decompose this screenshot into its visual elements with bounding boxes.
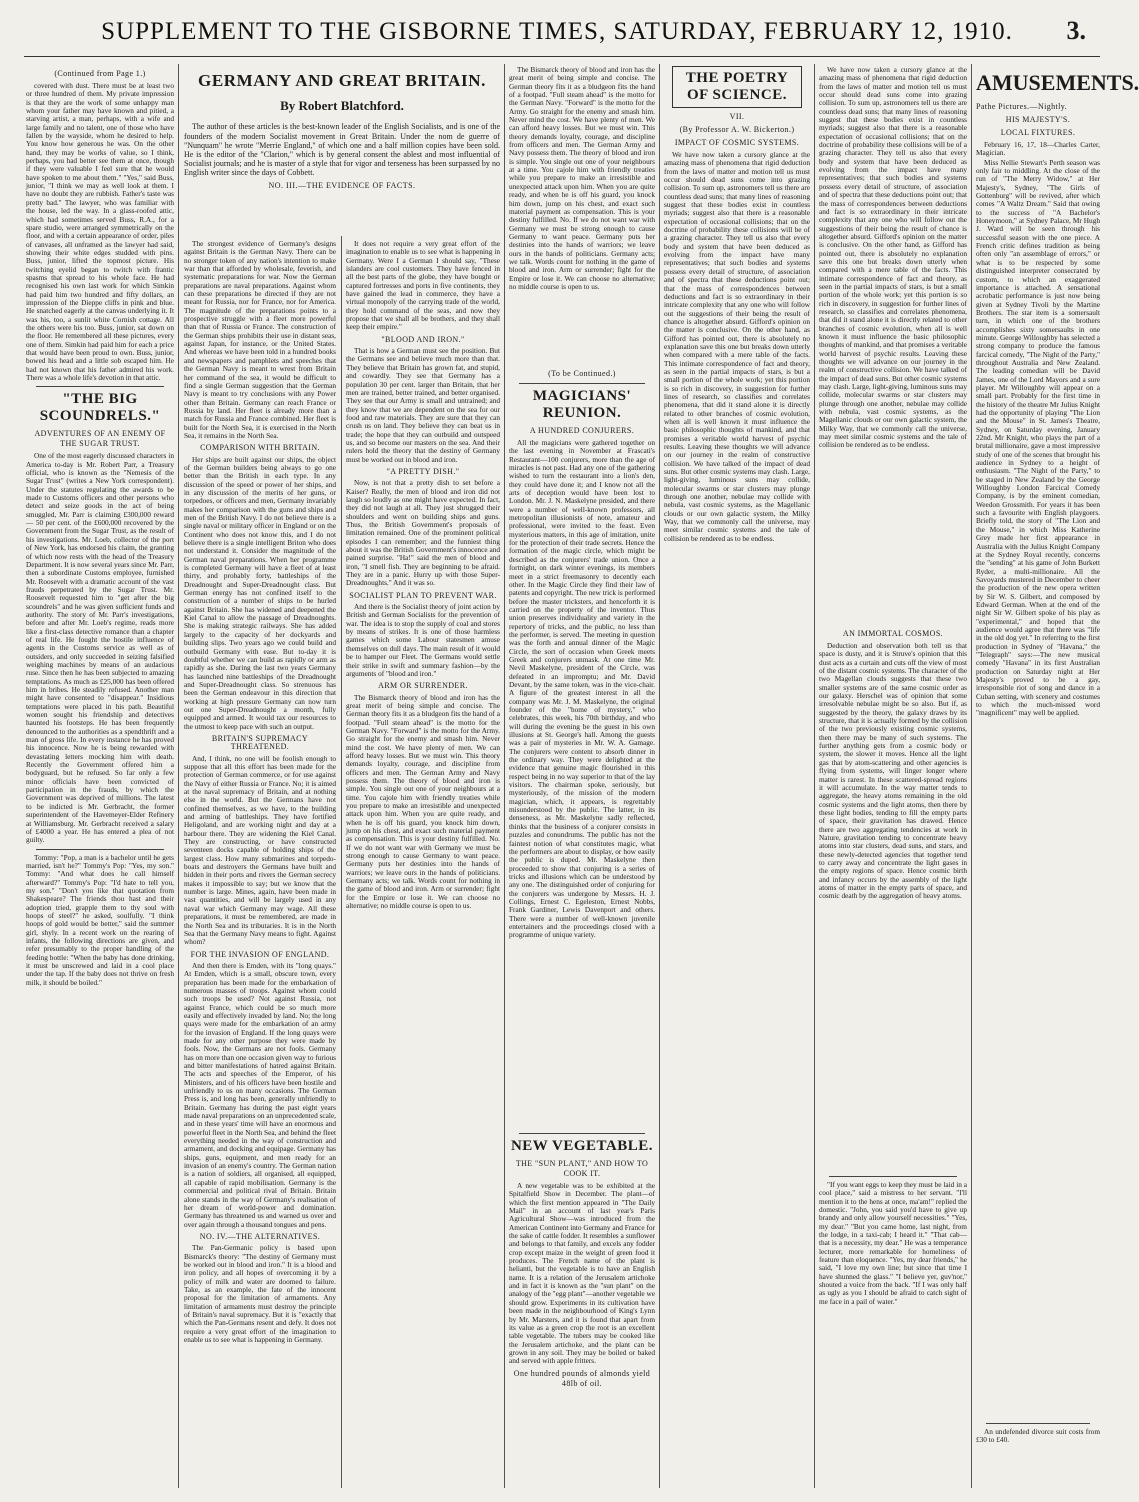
pathe-pictures: Pathe Pictures.—Nightly. bbox=[976, 102, 1068, 111]
column-rule bbox=[504, 64, 505, 1488]
column-7 bbox=[976, 66, 1139, 1488]
headline-poetry-of-science: THE POETRY OF SCIENCE. bbox=[672, 66, 802, 108]
subhead-pretty-dish: "A PRETTY DISH." bbox=[386, 466, 460, 476]
article-magicians: All the magicians were gathered together on the last evening in November at Frascati's Restaurant—100 conjurers, more than the age of miracles is not past. Had any one of the gathering wished to turn the restaurant into a lion's den, they could have done it; and I know not all the arts of deception would have been lost to London. Mr. J. N. Maskelyne presided, and there were a number of well-known professors, all metropolitan illusionists of note, amateur and professional, were invited to the feast. Even mysterious matters, in this age of imitation, unite for the protection of their trade secrets. Hence the formation of the magic circle, which might be described as the conjurers' trade union. Once a fortnight, on dark winter evenings, its members meet in a strict freemasonry to decently each other. In the Magic Circle they find their law of patents and copyright. The new trick is performed before the master tricksters, and henceforth it is carried on the property of the inventor. Thus union preserves individuality and variety in the repertory of tricks, and the public, no less than the performer, is served. The meeting in question was the forth and annual dinner of the Magic Circle, the sort of occasion when Greek meets Greek and conjurers unmask. At one time Mr. Nevil Maskelyne, president of the Circle, was defeated in an impromptu; and Mr. David Devant, by the same token, was in the vice-chair. A figure of the greatest interest in all the company was Mr. J. M. Maskelyne, the original founder of the "home of mystery," who celebrates, this week, his 70th birthday, and who will during the evening be the guest in his own illusions at St. George's hall. Among the guests was a pair of mysteries in Mr. W. A. Gamage. The conjurers were content to absorb dinner in the ordinary way. They were delighted at the evidence that genuine magic flourished in this respect being in no way superior to that of the lay visitors. The chairman spoke, seriously, but mysteriously, of the mission of the modern magician, which, it appears, is regrettably misunderstood by the public. The latter, in its denseness, as Mr. Maskelyne sadly reflected, thinks that the business of a conjurer consists in puzzles and conundrums. The public has not the faintest notion of what constitutes magic, what the performers are about to display, or how easily the public is duped. Mr. Maskelyne then proceeded to show that conjuring is a series of tricks and illusions which can be understood by any one. The distinguished order of conjuring for the conjurers was undergone by Messrs. H. J. Collings, Ernest C. Egeleston, Ernest Nobbs, Frank Gardiner, Lewis Davenport and others. There were a number of well-known juvenile entertainers and the proceedings closed with a programme of unique variety. bbox=[509, 438, 655, 940]
para-h: Now, is not that a pretty dish to set before a Kaiser? Really, the men of blood and iron did not laugh so loudly as one might have expected. In fact, they did not laugh at all. They just shrugged their shoulders and went on building ships and guns. Thus, the British Government's proposals of limitation remained. One of the prominent political episodes I can remember; and the funniest thing about it was the British Government's innocence and pained surprise. "Ha!" said the men of blood and iron, "I smell fish. They are beginning to be afraid. They are in a panic. Hurry up with those Super-Dreadnoughts." And it was so. bbox=[346, 478, 500, 588]
divider bbox=[519, 1133, 645, 1134]
subhead-sugar-trust: ADVENTURES OF AN ENEMY OF THE SUGAR TRUST. bbox=[34, 429, 166, 449]
article-vegetable: A new vegetable was to be exhibited at the Spitalfield Show in December. The plant—of which the first mention appeared in "The Daily Mail" in an account of last year's Paris Agricultural Show—was introduced from the American Continent into Germany and France for the sake of cattle fodder. It resembles a sunflower and belongs to that family, and excels any fodder crop except maize in the weight of green food it produces. The French name of the plant is helianti, but the vegetable is to have an English name. It is a relation of the Jerusalem artichoke and in fact it is known as the "sun plant" on the analogy of the "egg plant"—another vegetable we should grow. Experiments in its cultivation have been made in the neighbourhood of King's Lynn by Mr. Marsters, and it is found that apart from its value as a green crop the root is an excellent table vegetable. The tubers may be cooked like the Jerusalem artichoke, and the plant can be grown in any soil. They may be boiled or baked and served with apple fritters. bbox=[509, 1181, 655, 1366]
subhead-arm-or-surrender: ARM OR SURRENDER. bbox=[378, 681, 468, 691]
his-majestys: HIS MAJESTY'S. bbox=[1005, 115, 1071, 124]
column-4 bbox=[509, 66, 655, 1488]
masthead-title: SUPPLEMENT TO THE GISBORNE TIMES, SATURDAY, FEBRUARY 12, 1910. bbox=[101, 18, 1013, 45]
subhead-blood-and-iron: "BLOOD AND IRON." bbox=[381, 334, 465, 344]
headline-vegetable: NEW VEGETABLE. bbox=[510, 1138, 654, 1154]
para-b: Her ships are built against our ships, the object of the German builders being always to go one better than the British in each type. In any discussion of the speed or power of her ships, and in any discussion of the merits of her guns, or torpedoes, or officers and men, Germany invariably makes her comparison with the guns and ships and men of the British Navy. I do not believe there is a single naval or military officer in England or on the Continent who does not know this, and I do not believe there is a single intelligent Briton who does not understand it. Consider the magnitude of the German naval preparations. When her programme is completed Germany will have a fleet of at least thirty, and probably forty, battleships of the Dreadnought and Super-Dreadnought class. But German energy has not confined itself to the construction of a number of ships to be hurled against Britain. She has widened and deepened the Kiel Canal to allow the passage of Dreadnoughts. She is making strategic railways. She has added largely to the capacity of her dockyards and building slips. Two years ago we could build and outbuild Germany with ease. But to-day it is doubtful whether we can build as rapidly or arm as rapidly as she. During the last two years Germany has launched nine battleships of the Dreadnought and Super-Dreadnought class. So strenuous has been the German endeavour in this direction that working at high pressure Germany can now turn out one Super-Dreadnought a month, fully equipped and armed. It would tax our resources to the utmost to keep pace with such an output. bbox=[184, 454, 336, 731]
fixture-entry: February 16, 17, 18—Charles Carter, Magician. bbox=[976, 140, 1100, 158]
subhead-supremacy: BRITAIN'S SUPREMACY THREATENED. bbox=[211, 733, 309, 752]
subhead-sun-plant: THE "SUN PLANT," AND HOW TO COOK IT. bbox=[515, 1159, 649, 1178]
byline: By Robert Blatchford. bbox=[280, 98, 404, 113]
local-fixtures: LOCAL FIXTURES. bbox=[1000, 128, 1076, 137]
story-continuation: covered with dust. There must be at least two or three hundred of them. My private impression is that they are the work of some unhappy man whom your father may have known and pitied, a starving artist, a man, perhaps, with a wife and large family and no talent, one of those who have fallen by the wayside, whom he desired to help. You know how generous he was. On the other hand, they may be works of value, so I think, perhaps, you had better see them at once, though if they were valuable I feel sure that he would have spoken to me about them." "Yes," said Buss, junior, "I think we may as well look at them. I have no doubt they are rubbish. Father's taste was pretty bad." The lawyer, who was familiar with the house, led the way. In a glass-roofed attic, which had sometimes served Buss, R.A., for a spare studio, were arranged symmetrically on the floor, and with a certain appearance of order, piles of canvases, all unframed as the lawyer had said, showing their white edges studded with pins. Buss, junior, lifted the topmost picture. His twitching eyelid began to twitch with frantic spasms that spread to his whole face. He had recognised his own last work for which Simkin had paid him two hundred and fifty dollars, an impression of the Dieppe cliffs in pink and blue. He snatched eagerly at the canvas underlying it. It was his, too, a sunlit white Cornish cottage. All the others were his too. Buss, junior, sat down on the floor. He remembered all these pictures, every one of them. Simkin had paid him for each a price that would have been proud to own. Buss, junior, bowed his head and a little sob escaped him. He had not known that his father admired his work. There was a whole life's devotion in that attic. bbox=[26, 81, 174, 383]
subhead-conjurers: A HUNDRED CONJURERS. bbox=[529, 426, 635, 435]
subhead-socialist-plan: SOCIALIST PLAN TO PREVENT WAR. bbox=[349, 590, 497, 600]
subhead-impact: IMPACT OF COSMIC SYSTEMS. bbox=[674, 138, 800, 147]
para-i: And there is the Socialist theory of joint action by British and German Socialists for the prevention of war. The idea is to stop the supply of coal and stores by means of strikes. It is one of those harmless games which some Labour statesmen amuse themselves on dull days. The main result of it would be to hamper our Fleet. The Germans would settle their strike in swift and summary fashion—by the arguments of "blood and iron." bbox=[346, 602, 500, 678]
almonds-note: One hundred pounds of almonds yield 48lb of oil. bbox=[513, 1368, 651, 1388]
subhead-invasion: FOR THE INVASION OF ENGLAND. bbox=[190, 949, 330, 959]
headline-big-scoundrels: "THE BIG SCOUNDRELS." bbox=[39, 391, 161, 425]
headline-amusements: AMUSEMENTS. bbox=[976, 70, 1139, 95]
germany-column-b bbox=[346, 240, 500, 1488]
column-5 bbox=[664, 66, 810, 1488]
para-d: And then there is Emden, with its "long quays." At Emden, which is a small, obscure town, every preparation has been made for the embarkation of numerous masses of troops. Against whom could such troops be used? Not against Russia, not against France, which could be so much more easily and effectively invaded by land. No; the long quays were made for the embarkation of an army for the invasion of England. If the long quays were made for any other purpose they were made by fools. Now, the Germans are not fools. Germany has on more than one occasion given way to furious and bitter manifestations of hatred against Britain. The acts and speeches of the Emperor, of his Ministers, and of his officers have been hostile and unfriendly to us on many occasions. The German Press is, and long has been, generally unfriendly to Britain. Germany has during the past eight years made naval preparations on an unprecedented scale, and in these years' time will have an enormous and powerful fleet in the North Sea, and behind the fleet everything needed in the way of construction and armament, and docking and equipage. Germany has ships, guns, equipment, and men ready for an invasion of an enemy's country. The German nation is a nation of soldiers, all organised, all equipped, all capable of rapid mobilisation. Germany is the commercial and political rival of Britain. Britain alone stands in the way of Germany's realisation of her dream of world-power and domination. Germany has threatened us and warned us over and over again through a thousand tongues and pens. bbox=[184, 960, 336, 1229]
series-number: VII. bbox=[729, 112, 745, 121]
section-evidence-of-facts: NO. III.—THE EVIDENCE OF FACTS. bbox=[268, 180, 416, 190]
page-number: 3. bbox=[1066, 16, 1086, 45]
column-rule bbox=[178, 64, 179, 1488]
column-6 bbox=[819, 66, 967, 1488]
para-a: The strongest evidence of Germany's designs against Britain is the German Navy. There can be no stronger token of any nation's intention to make war than that afforded by wholesale, feverish, and systematic preparations for war. Now the German preparations are naval preparations. Against whom can these preparations be directed if they are not meant for Russia, nor for France, nor for America. The magnitude of the preparations points to a prospective struggle with a fleet more powerful than that of Russia or France. The construction of the German ships prohibits their use in distant seas, against Japan, for instance, or the United States. And whereas we have been told in a hundred books and newspapers and pamphlets and speeches that the German Navy is meant to wrest from Britain her command of the sea, it would be difficult to find a single German suggestion that the German Navy is meant to try conclusions with any Power other than Britain. Germany can reach France or Russia by land. Her fleet is already more than a match for Russia and France combined. Her fleet is built for the North Sea, it is exercised in the North Sea, it remains in the North Sea. bbox=[184, 239, 336, 440]
para-j: The Bismarck theory of blood and iron has the great merit of being simple and concise. The German theory fits it as a bludgeon fits the hand of a footpad. "Full steam ahead" is the motto for the German Navy. "Forward" is the motto for the Army. Go straight for the enemy and smash him. Never mind the cost. We have plenty of men. We can afford heavy losses. But we must win. This theory demands loyalty, courage, and discipline from officers and men. The German Army and Navy possess them. The theory of blood and iron is simple. You single out one of your neighbours at a time. You cajole him with friendly treaties while you prepare to make an irresistible and unexpected attack upon him. When you are quite ready, and when he is off his guard, you knock him down, jump on his chest, and exact such material payment as compensation. This is your destiny fulfilled. No. If we do not want war with Germany we must be strong enough to cause Germany to want peace. Germany puts her destinies into the hands of warriors; we leave ours in the hands of politicians. Germany acts; we talk. Words count for nothing in the game of blood and iron. Arm or surrender; fight for the Empire or lose it. We can choose no alternative; no middle course is open to us. bbox=[346, 692, 500, 911]
article-intro: The author of these articles is the best-known leader of the English Socialists, and is one of the founders of the modern Socialist movement in Great Britain. Under the nom de guerre of "Nunquam" he wrote "Merrie England," of which one and a half million copies have been sold. He is the editor of the "Clarion," which is by general consent the ablest and most influential of Socialist journals; and he is master of a style that for vigor and terseness has been surpassed by no English writer since the days of Cobbett. bbox=[184, 122, 500, 178]
article-poetry-of-science: We have now taken a cursory glance at the amazing mass of phenomena that rigid deduction from the laws of matter and motion tell us must occur should dead suns come into grazing collision. To sum up, astronomers tell us there are countless dead suns; that many lines of reasoning suggest that these bodies exist in countless myriads; suggest also that there is a reasonable expectation of occasional collisions; that on the doctrine of probability these collisions will be of a grazing character. They tell us also that every body and system that have been deduced as evolving from the impact have many representatives; that such bodies and systems possess every detail of structure, of association and of spectra that these deductions point out; that the mass of correspondences between deductions and fact is so extraordinary in their intricate complexity that any one who will follow out the suggestions of their being the result of chance is altogether absurd. Gifford's opinion on the matter is conclusive. On the other hand, as Gifford has pointed out, there is absolutely no explanation save this one but breaks down utterly when compared with a mere table of the facts. This intimate correspondence of fact and theory, as seen in the partial impacts of stars, is but a small portion of the whole work; yet this portion is so rich in discovery, in suggestion for further lines of research, so classifies and correlates phenomena, that did it stand alone it is directly related to other branches of cosmic evolution, when all is well known it must influence the basic philosophic thoughts of mankind, and that promises a veritable world harvest of psychic results. Leaving these thoughts we will advance on our journey in the realm of constructive collision. We have talked of the impact of dead suns. But other cosmic systems may clash. Large, light-giving, luminous suns may collide, molecular swarms or star clusters may plunge through one another, nebulae may collide with nebula, vast cosmic systems, as the Magellanic clouds or our own galactic system, the Milky Way, that we commonly call the universe, may meet similar cosmic systems and the tale of collision be rendered as to be endless. bbox=[664, 150, 810, 543]
column-rule bbox=[814, 64, 815, 1488]
poetry-continued-text: We have now taken a cursory glance at the amazing mass of phenomena that rigid deduction from the laws of matter and motion tell us must occur should dead suns come into grazing collision. To sum up, astronomers tell us there are countless dead suns; that many lines of reasoning suggest that these bodies exist in countless myriads; suggest also that there is a reasonable expectation of occasional collisions; that on the doctrine of probability these collisions will be of a grazing character. They tell us also that every body and system that have been deduced as evolving from the impact have many representatives; that such bodies and systems possess every detail of structure, of association and of spectra that these deductions point out; that the mass of correspondences between deductions and fact is so extraordinary in their intricate complexity that any one who will follow out the suggestions of their being the result of chance is altogether absurd. Gifford's opinion on the matter is conclusive. On the other hand, as Gifford has pointed out, there is absolutely no explanation save this one but breaks down utterly when compared with a mere table of the facts. This intimate correspondence of fact and theory, as seen in the partial impacts of stars, is but a small portion of the whole work; yet this portion is so rich in discovery, in suggestion for further lines of research, so classifies and correlates phenomena, that did it stand alone it is directly related to other branches of cosmic evolution, when all is well known it must influence the basic philosophic thoughts of mankind, and that promises a veritable world harvest of psychic results. Leaving these thoughts we will advance on our journey in the realm of constructive collision. We have talked of the impact of dead suns. But other cosmic systems may clash. Large, light-giving, luminous suns may collide, molecular swarms or star clusters may plunge through one another, nebulae may collide with nebula, vast cosmic systems, as the Magellanic clouds or our own galactic system, the Milky Way, that we commonly call the universe, may meet similar cosmic systems and the tale of collision be rendered as to be endless. bbox=[819, 65, 968, 450]
para-g: That is how a German must see the position. But the Germans see and believe much more than that. They believe that Britain has grown fat, and stupid, and cowardly. They see that Germany has a population 30 per cent. larger than Britain, that her men are trained, better trained, and better organised. They see that our Army is small and untrained; and they know that we are dependent on the sea for our food and raw materials. They are sure that they can crush us on land. They believe they can beat us in trade; the hope that they can outbuild and outspeed us, and so become our masters on the sea. And their rulers hold the theory that the destiny of Germany must be worked out in blood and iron. bbox=[346, 346, 500, 464]
divider bbox=[519, 383, 645, 384]
divider bbox=[986, 1423, 1090, 1424]
divider bbox=[36, 386, 164, 387]
para-f: It does not require a very great effort of the imagination to enable us to see what is happening in Germany. Were I a German I should say, "These islanders are cool customers. They have fenced in all the best parts of the globe, they have bought or captured fortresses and ports in five continents, they have gained the lead in commerce, they have a virtual monopoly of the carrying trade of the world, they hold command of the seas, and now they propose that we shall all be brothers, and they shall keep their empire." bbox=[346, 239, 500, 332]
germany-continued-text: The Bismarck theory of blood and iron has the great merit of being simple and concise. The German theory fits it as a bludgeon fits the hand of a footpad. "Full steam ahead" is the motto for the German Navy. "Forward" is the motto for the Army. Go straight for the enemy and smash him. Never mind the cost. We have plenty of men. We can afford heavy losses. But we must win. This theory demands loyalty, courage, and discipline from officers and men. The German Army and Navy possess them. The theory of blood and iron is simple. You single out one of your neighbours at a time. You cajole him with friendly treaties while you prepare to make an irresistible and unexpected attack upon him. When you are quite ready, and when he is off his guard, you knock him down, jump on his chest, and exact such material payment as compensation. This is your destiny fulfilled. No. If we do not want war with Germany we must be strong enough to cause Germany to want peace. Germany puts her destinies into the hands of warriors; we leave ours in the hands of politicians. Germany acts; we talk. Words count for nothing in the game of blood and iron. Arm or surrender; fight for the Empire or lose it. We can choose no alternative; no middle course is open to us. bbox=[509, 65, 655, 291]
para-c: And, I think, no one will be foolish enough to suppose that all this effort has been made for the protection of German commerce, or for use against the Navy of either Russia or France. No; it is aimed at the naval supremacy of Britain, and at nothing else in the world. But the Germans have not confined themselves, as we have, to the building and arming of battleships. They have fortified Heligoland, and are working night and day at a harbour there. They are widening the Kiel Canal. They are constructing, or have constructed seventeen docks capable of holding ships of the largest class. How many submarines and torpedo-boats and destroyers the Germans have built and hidden in their ports and rivers the German secrecy makes it impossible to say; but we know that the number is large. Mines, again, have been made in vast quantities, and will be largely used in any naval war which Germany may wage. All these preparations, it must be remembered, are made in the North Sea and its tributaries. It is in the North Sea that the Germany Navy means to fight. Against whom? bbox=[184, 753, 336, 947]
subhead-immortal-cosmos: AN IMMORTAL COSMOS. bbox=[842, 629, 944, 638]
subhead-comparison: COMPARISON WITH BRITAIN. bbox=[200, 443, 320, 453]
to-be-continued: (To be Continued.) bbox=[548, 369, 616, 378]
column-rule bbox=[971, 64, 972, 1488]
masthead-rule bbox=[24, 56, 1100, 57]
divorce-note: An undefended divorce suit costs from £30 to £40. bbox=[976, 1426, 1100, 1445]
headline-germany: GERMANY AND GREAT BRITAIN. bbox=[198, 71, 486, 90]
article-sugar-trust: One of the most eagerly discussed characters in America to-day is Mr. Robert Parr, a Treasury official, who is known as the "Nemesis of the Sugar Trust" (writes a New York correspondent). Under the statutes regulating the awards to be made to Customs officers and other persons who detect and seize goods in the act of being smuggled, Mr. Parr is claiming £300,000 reward — 50 per cent. of the £600,000 recovered by the Government from the Sugar Trust, as the result of his investigations. Mr. Loeb, collector of the port of New York, has endorsed his claim, the granting of which now rests with the head of the Treasury Department. It is now several years since Mr. Parr, then a subordinate Customs employee, furnished Mr. Roosevelt with a dramatic account of the vast frauds perpetrated by the Sugar Trust. Mr. Roosevelt requested him to "get after the big scoundrels" and he was given sufficient funds and authority. The story of Mr. Parr's investigations, before and after Mr. Loeb's regime, reads more like a first-class detective romance than a chapter of real life. He fought the hostile influence of agents in the Customs service as well as of outsiders, and only succeeded in seizing falsified weighing machines by means of an audacious ruse. Since then he has been subjected to amazing temptations. As much as £25,000 has been offered him in bribes. He steadily refused. Another man might have consented to "disappear." Insidious temptations were placed in his path. Beautiful women sought his friendship and detectives haunted his footsteps. He has been frequently denounced to the authorities as a spendthrift and a man of gross life. In every instance he has proved his innocence. Now he is being rewarded with devastating letters mocking him with death. Recently the Government offered him a bodyguard, but he refused. So far only a few minor officials have been convicted of participation in the frauds, by which the Government was deprived of millions. The latest to be indicted is Mr. Gerbracht, the former superintendent of the Havemeyer-Elder Refinery at Williamsburg. Mr. Gerbracht received a salary of £4000 a year. He has entered a plea of not guilty. bbox=[26, 451, 174, 845]
column-rule bbox=[341, 236, 342, 1488]
jokes-column-6: "If you want eggs to keep they must be laid in a cool place," said a mistress to her servant. "I'll mention it to the hens at once, ma'am!" replied the domestic. "John, you said you'd have to give up brandy and only allow yourself necessities." "Yes, my dear." "But you came home, last night, from the lodge, in a taxi-cab; I heard it." "That cab—that is a necessity, my dear." He was a temperance lecturer, more remarkable for homeliness of feature than eloquence. "Yes, my dear friends," he said, "I love my own line; but since that time I have shunned the glass." "I believe yer, guv'nor," shouted a voice from the back. "If I was only half as ugly as you I should be afraid to catch sight of me face in a pail of water." bbox=[819, 1180, 967, 1306]
author-credit: (By Professor A. W. Bickerton.) bbox=[679, 125, 795, 134]
headline-magicians: MAGICIANS' REUNION. bbox=[532, 388, 632, 421]
column-rule bbox=[659, 64, 660, 1488]
para-e: The Pan-Germanic policy is based upon Bismarck's theory: "The destiny of Germany must be worked out in blood and iron." It is a blood and iron policy, and all hopes of overcoming it by a policy of milk and water are doomed to failure. Take, as an example, the fate of the innocent proposal for the limitation of armaments. Any limitation of armaments must destroy the principle of Britain's naval supremacy. But it is "exactly that which the Pan-Germans resent and defy. It does not require a very great effort of the imagination to enable us to see what is happening in Germany. bbox=[184, 1243, 336, 1344]
jokes-column-1: Tommy: "Pop, a man is a bachelor until he gets married, isn't he?" Tommy's Pop: "Yes, my son." Tommy: "And what does he call himself afterward?" Tommy's Pop: "I'd hate to tell you, my son." "Don't you like that quotation from Shakespeare? The friends thou hast and their adoption tried, grapple them to thy soul with hoops of steel?" he asked, soulfully. "I think hoops of gold would be better," said the summer girl, shyly. In a recent work on the rearing of infants, the following directions are given, and refer presumably to the proper handling of the feeding bottle: "When the baby has done drinking, it must be unscrewed and laid in a cool place under the tap. If the baby does not thrive on fresh milk, it should be boiled." bbox=[26, 852, 174, 987]
subhead-alternatives: NO. IV.—THE ALTERNATIVES. bbox=[199, 1231, 321, 1241]
article-immortal-cosmos: Deduction and observation both tell us that space is dusty, and it is Struve's opinion that this dust acts as a curtain and cuts off the view of most of the distant cosmic systems. The character of the two Magellan clouds suggests that these two smaller systems are of the same cosmic order as our galaxy. Herschel was of opinion that some irresolvable nebulae might be so also. But if, as suggested by the theory, the galaxy draws by its structure, that it is actually formed by the collision of the two previously existing cosmic systems, then there may be many of such systems. The further anything gets from a cosmic body or system, the slower it moves. Hence all the light gas that by atom-scattering and other agencies is flying from systems, will linger longer where matter is rarest. In these scattered-spread regions it will accumulate. In the way matter tends to aggregate, the heavy atoms remaining in the old cosmic systems and the light atoms, then there by these light bodies, tending to fill the empty parts of space, their gravitation has drawed. Hence there are two aggregating tendencies at work in Nature, gravitation tending to concentrate heavy atoms into star clusters, dead suns, and stars, and these newly-detected agencies that together tend to carry away and concentrate the light gases in the empty regions of space. Hence cosmic birth and infancy occurs by the assembly of the light atoms of matter in the empty parts of space, and cosmic death by the aggregation of heavy atoms. bbox=[819, 641, 967, 901]
germany-column-a bbox=[184, 240, 336, 1488]
amusements-notes: Miss Nellie Stewart's Perth season was only fair to middling. At the close of the run of "The Merry Widow," at Her Majesty's, Sydney, "The Girls of Gottenburg" will be revived, after which comes "A Waltz Dream." Said that owing to the success of "A Bachelor's Honeymoon," at Sydney Palace, Mr Hugh J. Ward will be seen through his successful season with the one piece. A French critic defines tradition as being often only "an assemblage of errors," or what is to be respected by some distinguished interpreter consecrated by custom, to which an exaggerated importance is attached. A sensational acrobatic performance is just now being given at Sydney Tivoli by the Martine Brothers. The star item is a somersault turn, in which one of the brothers accomplishes sixty somersaults in one minute. George Willoughby has selected a strong company to produce the famous farcical comedy, "The Night of the Party," throughout Australia and New Zealand. The leading comedian will be David James, one of the Lord Mayors and a sure player. Mr Willoughby will appear on a small part. Probably for the first time in the history of the theatre Mr Julius Knight had the opportunity of playing "The Lion and the Mouse" in St. James's Theatre, Sydney, on Saturday evening, January 22nd. Mr Knight, who plays the part of a brutal millionaire, gave a most impressive study of one of the scenes that brought his audience in Sydney to a height of enthusiasm. "The Night of the Party," to be staged in New Zealand by the George Willoughby London Farcical Comedy Company, is by the eminent comedian, Weedon Grossmith. For years it has been such a favourite with English playgoers. Briefly told, the story of "The Lion and the Mouse," in which Miss Katherine Grey made her first appearance in Australia with the Julius Knight Company at the Sydney Royal recently, concerns the "sending" at his game of John Burkett Ryder, a multi-millionaire. All the Savoyards mustered in December to cheer the production of the new opera written by Sir W. S. Gilbert, and composed by Edward German. When at the end of the night Sir W. Gilbert spoke of his play as "experimental," and hoped that the audience would agree that there was "life in the old dog yet." In referring to the first production in Sydney of "Havana," the "Telegraph" says:—The new musical comedy "Havana" in its first Australian production on Saturday night at Her Majesty's proved to be a gay, irresponsible riot of song and dance in a Cuban setting, with scenery and costumes to which the much-missed word "magnificent" may well be applied. bbox=[976, 157, 1100, 718]
divider bbox=[829, 1176, 957, 1177]
continued-note: (Continued from Page 1.) bbox=[54, 69, 146, 78]
divider bbox=[36, 849, 164, 850]
column-1 bbox=[26, 66, 174, 1488]
